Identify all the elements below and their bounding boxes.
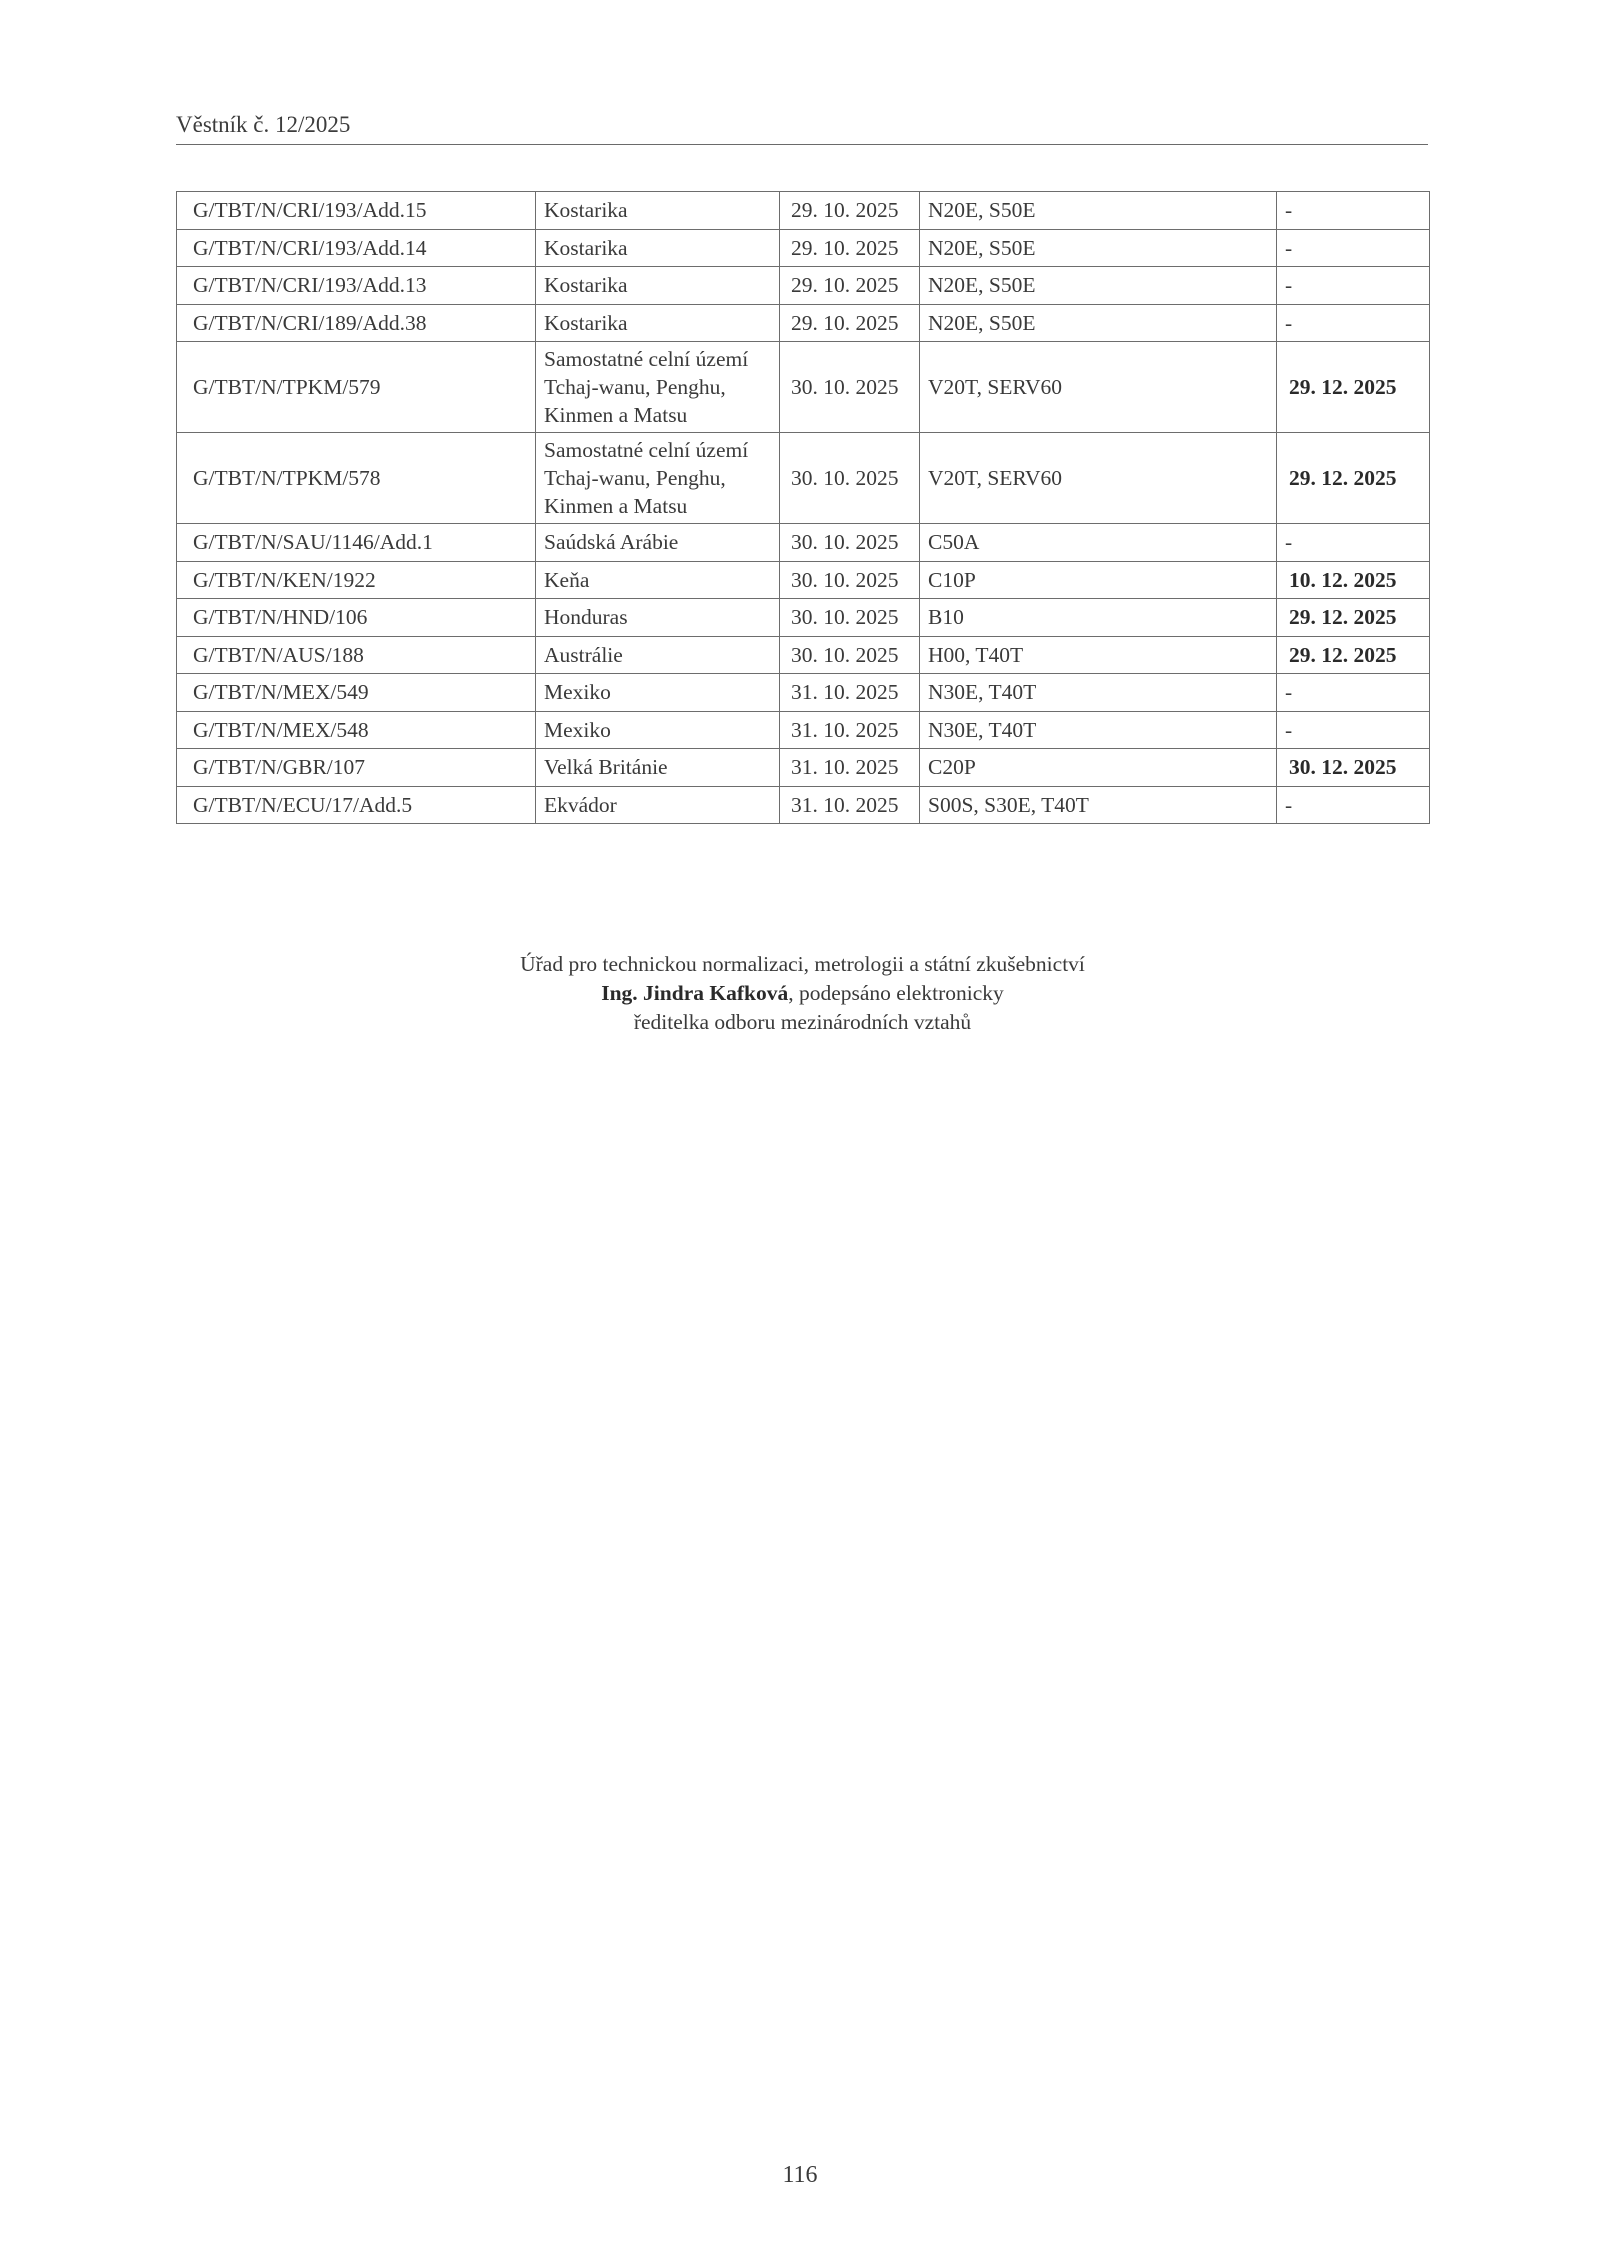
product-codes: N20E, S50E [920, 304, 1277, 342]
notification-code: G/TBT/N/GBR/107 [177, 749, 536, 787]
product-codes: V20T, SERV60 [920, 433, 1277, 524]
member-name [536, 192, 780, 230]
member-name-line: Ekvádor [544, 792, 617, 817]
member-name [536, 786, 780, 824]
table-row [177, 267, 1430, 305]
table-row [177, 636, 1430, 674]
member-name [536, 599, 780, 637]
notification-code: G/TBT/N/CRI/189/Add.38 [177, 304, 536, 342]
notification-code: G/TBT/N/CRI/193/Add.15 [177, 192, 536, 230]
comment-deadline: - [1277, 711, 1430, 749]
notification-code: G/TBT/N/AUS/188 [177, 636, 536, 674]
product-codes: N20E, S50E [920, 229, 1277, 267]
comment-deadline: - [1277, 229, 1430, 267]
signatory-role: ředitelka odboru mezinárodních vztahů [633, 1010, 972, 1034]
notification-code: G/TBT/N/SAU/1146/Add.1 [177, 524, 536, 562]
notification-date: 31. 10. 2025 [780, 786, 920, 824]
member-name-line: Tchaj-wanu, Penghu, [544, 466, 726, 490]
comment-deadline: 29. 12. 2025 [1277, 636, 1430, 674]
table-row [177, 433, 1430, 524]
signed-note: , podepsáno elektronicky [788, 981, 1004, 1005]
member-name-line: Kinmen a Matsu [544, 403, 688, 427]
notification-date: 30. 10. 2025 [780, 636, 920, 674]
member-name-line: Mexiko [544, 680, 611, 705]
notification-date: 29. 10. 2025 [780, 304, 920, 342]
table-row [177, 342, 1430, 433]
table-row [177, 229, 1430, 267]
member-name [536, 636, 780, 674]
product-codes: N20E, S50E [920, 267, 1277, 305]
product-codes: H00, T40T [920, 636, 1277, 674]
product-codes: N30E, T40T [920, 711, 1277, 749]
office-name: Úřad pro technickou normalizaci, metrologii a státní zkušebnictví [520, 952, 1085, 976]
member-name [536, 674, 780, 712]
member-name-line: Honduras [544, 605, 628, 630]
member-name [536, 229, 780, 267]
comment-deadline: - [1277, 786, 1430, 824]
notification-date: 29. 10. 2025 [780, 192, 920, 230]
table-row [177, 304, 1430, 342]
table-row [177, 524, 1430, 562]
comment-deadline: 29. 12. 2025 [1277, 433, 1430, 524]
member-name-line: Velká Británie [544, 755, 668, 780]
member-name-line: Kinmen a Matsu [544, 494, 688, 518]
comment-deadline: - [1277, 267, 1430, 305]
comment-deadline: - [1277, 524, 1430, 562]
notification-date: 31. 10. 2025 [780, 711, 920, 749]
member-name-line: Kostarika [544, 235, 628, 260]
notification-code: G/TBT/N/MEX/548 [177, 711, 536, 749]
notification-code: G/TBT/N/CRI/193/Add.14 [177, 229, 536, 267]
product-codes: C20P [920, 749, 1277, 787]
notification-code: G/TBT/N/TPKM/578 [177, 433, 536, 524]
member-name-line: Kostarika [544, 310, 628, 335]
product-codes: C10P [920, 561, 1277, 599]
table-row [177, 711, 1430, 749]
notification-code: G/TBT/N/TPKM/579 [177, 342, 536, 433]
member-name [536, 304, 780, 342]
header-rule [176, 144, 1428, 145]
member-name [536, 433, 780, 524]
notification-date: 29. 10. 2025 [780, 267, 920, 305]
notification-date: 29. 10. 2025 [780, 229, 920, 267]
comment-deadline: - [1277, 304, 1430, 342]
member-name [536, 749, 780, 787]
member-name-line: Tchaj-wanu, Penghu, [544, 375, 726, 399]
comment-deadline: - [1277, 192, 1430, 230]
member-name [536, 561, 780, 599]
comment-deadline: 10. 12. 2025 [1277, 561, 1430, 599]
member-name-line: Keňa [544, 567, 590, 592]
member-name-line: Austrálie [544, 642, 623, 667]
member-name-line: Samostatné celní území [544, 438, 749, 462]
member-name-line: Kostarika [544, 273, 628, 298]
comment-deadline: 29. 12. 2025 [1277, 342, 1430, 433]
comment-deadline: 30. 12. 2025 [1277, 749, 1430, 787]
member-name [536, 342, 780, 433]
member-name-line: Samostatné celní území [544, 347, 749, 371]
notification-date: 30. 10. 2025 [780, 342, 920, 433]
member-name [536, 711, 780, 749]
comment-deadline: 29. 12. 2025 [1277, 599, 1430, 637]
notification-date: 30. 10. 2025 [780, 561, 920, 599]
table-body [177, 192, 1430, 824]
table-row [177, 786, 1430, 824]
notification-code: G/TBT/N/ECU/17/Add.5 [177, 786, 536, 824]
bulletin-header: Věstník č. 12/2025 [176, 112, 351, 137]
product-codes: S00S, S30E, T40T [920, 786, 1277, 824]
member-name-line: Saúdská Arábie [544, 530, 679, 555]
product-codes: C50A [920, 524, 1277, 562]
notification-code: G/TBT/N/KEN/1922 [177, 561, 536, 599]
signature-block [176, 950, 1429, 1037]
product-codes: B10 [920, 599, 1277, 637]
notification-date: 30. 10. 2025 [780, 524, 920, 562]
notification-date: 31. 10. 2025 [780, 674, 920, 712]
table-row [177, 599, 1430, 637]
signatory-name: Ing. Jindra Kafková [601, 981, 789, 1005]
notification-code: G/TBT/N/HND/106 [177, 599, 536, 637]
page-number: 116 [782, 2162, 818, 2188]
table-row [177, 674, 1430, 712]
notification-date: 30. 10. 2025 [780, 433, 920, 524]
notifications-table [176, 191, 1430, 824]
product-codes: N20E, S50E [920, 192, 1277, 230]
member-name-line: Kostarika [544, 198, 628, 223]
table-row [177, 192, 1430, 230]
comment-deadline: - [1277, 674, 1430, 712]
member-name-line: Mexiko [544, 717, 611, 742]
product-codes: V20T, SERV60 [920, 342, 1277, 433]
product-codes: N30E, T40T [920, 674, 1277, 712]
notification-code: G/TBT/N/CRI/193/Add.13 [177, 267, 536, 305]
member-name [536, 524, 780, 562]
notification-date: 30. 10. 2025 [780, 599, 920, 637]
notification-date: 31. 10. 2025 [780, 749, 920, 787]
table-row [177, 749, 1430, 787]
signatory-line [176, 979, 1429, 1008]
notification-code: G/TBT/N/MEX/549 [177, 674, 536, 712]
member-name [536, 267, 780, 305]
table-row [177, 561, 1430, 599]
